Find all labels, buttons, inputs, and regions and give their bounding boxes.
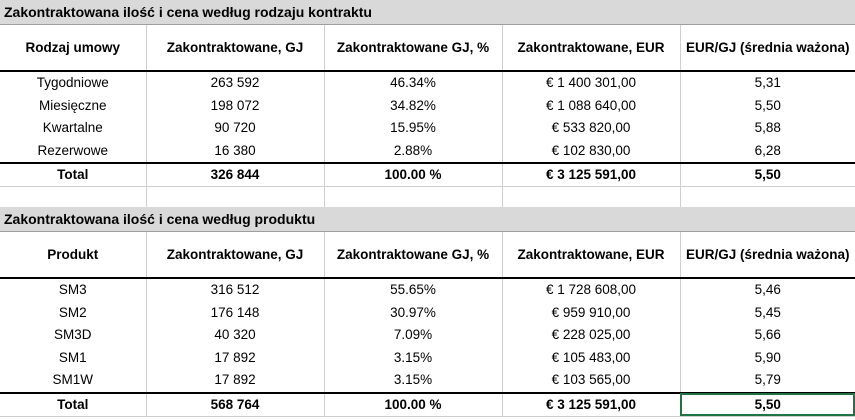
cell-gj-percent[interactable]: 30.97% (324, 302, 502, 325)
cell-eur-per-gj[interactable]: 5,46 (754, 282, 781, 298)
cell-product[interactable]: SM2 (0, 302, 146, 325)
cell-eur-per-gj[interactable]: 5,31 (754, 75, 781, 91)
cell-eur[interactable]: € 105 483,00 (502, 347, 680, 370)
header-contracted-gj[interactable]: Zakontraktowane, GJ (146, 25, 324, 71)
empty-cell[interactable] (146, 187, 324, 208)
empty-cell[interactable] (680, 187, 855, 208)
cell-eur[interactable]: € 103 565,00 (502, 369, 680, 393)
cell-gj-percent[interactable]: 3.15% (324, 369, 502, 393)
product-table (0, 232, 855, 417)
cell-eur[interactable]: € 102 830,00 (502, 140, 680, 164)
cell-gj-percent[interactable]: 46.34% (324, 71, 502, 95)
cell-total-gj[interactable]: 326 844 (146, 163, 324, 187)
cell-gj[interactable]: 263 592 (146, 71, 324, 95)
table-row (0, 278, 855, 302)
section-title-contract-type[interactable]: Zakontraktowana ilość i cena według rodzaju kontraktu (0, 0, 855, 25)
cell-eur-per-gj[interactable]: 5,88 (754, 120, 781, 136)
total-row (0, 393, 855, 417)
section-title-product[interactable]: Zakontraktowana ilość i cena według produktu (0, 207, 855, 232)
cell-gj-percent[interactable]: 55.65% (324, 278, 502, 302)
cell-eur-per-gj[interactable]: 5,66 (754, 327, 781, 343)
cell-gj[interactable]: 316 512 (146, 278, 324, 302)
cell-eur-per-gj[interactable]: 5,79 (754, 372, 781, 388)
cell-total-label[interactable]: Total (0, 163, 146, 187)
cell-total-gj-percent[interactable]: 100.00 % (324, 163, 502, 187)
cell-eur-per-gj[interactable]: 5,50 (754, 97, 781, 113)
cell-product[interactable]: SM3D (0, 324, 146, 347)
cell-total-eur-per-gj[interactable]: 5,50 (680, 163, 855, 187)
empty-row (0, 187, 855, 208)
cell-gj-percent[interactable]: 2.88% (324, 140, 502, 164)
cell-total-label[interactable]: Total (0, 393, 146, 417)
cell-eur-per-gj[interactable]: 5,90 (754, 349, 781, 365)
cell-total-eur[interactable]: € 3 125 591,00 (502, 393, 680, 417)
header-contracted-eur[interactable]: Zakontraktowane, EUR (502, 232, 680, 278)
cell-eur[interactable]: € 533 820,00 (502, 117, 680, 140)
cell-gj-percent[interactable]: 3.15% (324, 347, 502, 370)
cell-eur-per-gj[interactable]: 6,28 (754, 142, 781, 158)
cell-gj-percent[interactable]: 7.09% (324, 324, 502, 347)
header-contracted-gj-percent[interactable]: Zakontraktowane GJ, % (324, 25, 502, 71)
cell-eur[interactable]: € 1 088 640,00 (502, 95, 680, 118)
cell-gj-percent[interactable]: 34.82% (324, 95, 502, 118)
table-row (0, 347, 855, 370)
header-row (0, 25, 855, 71)
cell-type[interactable]: Rezerwowe (0, 140, 146, 164)
cell-total-gj-percent[interactable]: 100.00 % (324, 393, 502, 417)
cell-gj[interactable]: 17 892 (146, 369, 324, 393)
header-contracted-gj[interactable]: Zakontraktowane, GJ (146, 232, 324, 278)
header-eur-per-gj[interactable]: EUR/GJ (średnia ważona) (680, 232, 855, 278)
cell-type[interactable]: Kwartalne (0, 117, 146, 140)
table-row (0, 369, 855, 393)
empty-cell[interactable] (502, 187, 680, 208)
cell-gj[interactable]: 198 072 (146, 95, 324, 118)
cell-eur[interactable]: € 1 400 301,00 (502, 71, 680, 95)
header-contracted-gj-percent[interactable]: Zakontraktowane GJ, % (324, 232, 502, 278)
cell-gj[interactable]: 17 892 (146, 347, 324, 370)
cell-eur[interactable]: € 959 910,00 (502, 302, 680, 325)
cell-gj[interactable]: 16 380 (146, 140, 324, 164)
cell-product[interactable]: SM1W (0, 369, 146, 393)
empty-cell[interactable] (0, 187, 146, 208)
cell-total-gj[interactable]: 568 764 (146, 393, 324, 417)
cell-total-eur-per-gj-selected[interactable]: 5,50 (680, 393, 855, 417)
header-eur-per-gj[interactable]: EUR/GJ (średnia ważona) (680, 25, 855, 71)
table-row (0, 71, 855, 95)
cell-product[interactable]: SM3 (0, 278, 146, 302)
table-row (0, 324, 855, 347)
empty-cell[interactable] (324, 187, 502, 208)
header-contracted-eur[interactable]: Zakontraktowane, EUR (502, 25, 680, 71)
cell-gj[interactable]: 176 148 (146, 302, 324, 325)
contract-type-table (0, 25, 855, 207)
cell-type[interactable]: Miesięczne (0, 95, 146, 118)
cell-eur[interactable]: € 228 025,00 (502, 324, 680, 347)
cell-eur-per-gj[interactable]: 5,45 (754, 304, 781, 320)
cell-type[interactable]: Tygodniowe (0, 71, 146, 95)
cell-eur[interactable]: € 1 728 608,00 (502, 278, 680, 302)
table-row (0, 117, 855, 140)
cell-gj[interactable]: 40 320 (146, 324, 324, 347)
cell-gj[interactable]: 90 720 (146, 117, 324, 140)
total-row (0, 163, 855, 187)
cell-gj-percent[interactable]: 15.95% (324, 117, 502, 140)
cell-total-eur[interactable]: € 3 125 591,00 (502, 163, 680, 187)
table-row (0, 140, 855, 164)
header-product[interactable]: Produkt (0, 232, 146, 278)
cell-product[interactable]: SM1 (0, 347, 146, 370)
header-row (0, 232, 855, 278)
table-row (0, 302, 855, 325)
table-row (0, 95, 855, 118)
header-contract-type[interactable]: Rodzaj umowy (0, 25, 146, 71)
